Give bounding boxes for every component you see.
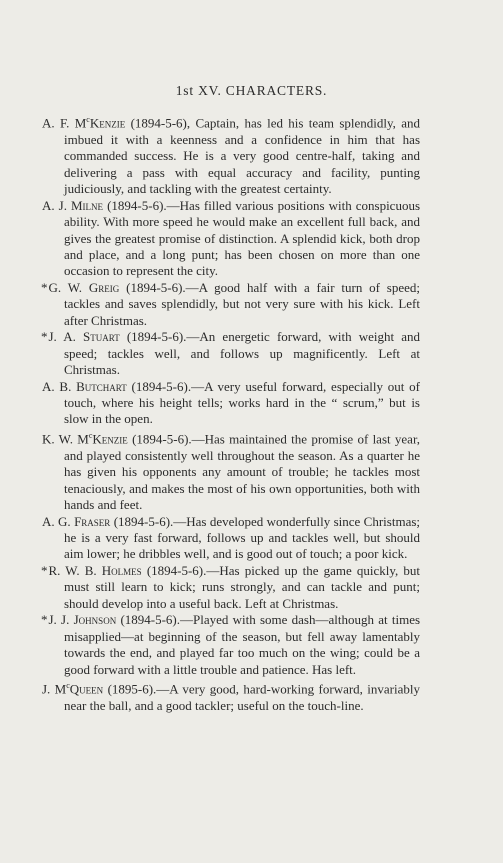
name-prefix-superscript: c	[86, 115, 90, 124]
character-entry	[41, 562, 421, 612]
character-entry	[42, 428, 420, 514]
player-surname: Fraser	[74, 513, 111, 529]
character-description: (1894-5-6).—Played with some dash—although at times misapplied—at beginning of the season, but fell away lamentably towards the end, and played far too much on the wing; could be a good forward with a little trouble and patience. Has left.	[64, 612, 421, 677]
player-initials: G. W.	[48, 279, 83, 295]
player-initials: K. W. M	[42, 431, 89, 447]
name-prefix-superscript: c	[66, 681, 70, 691]
character-description: (1894-5-6).—Has maintained the promise of last year, and played consistently well throughout the season. As a quarter he has given his opponents any amount of trouble; he tackles most tenaciously, and makes the most of his own opportunities, both with hands and feet.	[64, 431, 420, 513]
player-initials: A. G.	[42, 513, 71, 529]
player-initials: J. J.	[48, 612, 70, 628]
player-surname: Kenzie	[89, 115, 126, 131]
player-initials: J. M	[42, 681, 67, 697]
character-entry	[41, 612, 421, 678]
departed-marker: *	[41, 279, 48, 295]
character-entry	[41, 329, 421, 378]
departed-marker: *	[41, 612, 48, 628]
character-entry	[42, 197, 421, 280]
player-initials: A. B.	[42, 378, 72, 394]
player-surname: Kenzie	[92, 431, 128, 447]
player-surname: Greig	[88, 279, 120, 295]
character-entry	[42, 513, 421, 563]
character-description: (1894-5-6).—A good half with a fair turn of speed; tackles and saves splendidly, but not very sure with his kick. Left after Christmas.	[64, 279, 421, 328]
page-title: 1st XV. CHARACTERS.	[175, 83, 328, 98]
player-surname: Stuart	[83, 329, 120, 345]
character-description: (1894-5-6), Captain, has led his team splendidly, and imbued it with a keenness and a confidence in him that has commanded success. He is a very good centre-half, taking and delivering a pass with equal accuracy and facility, punting judiciously, and tackling with the greatest certainty.	[64, 115, 421, 197]
name-prefix-superscript: c	[88, 430, 93, 440]
character-description: (1894-5-6).—A very useful forward, especially out of touch, where his height tells; works hard in the “ scrum,” but is slow in the open.	[64, 378, 421, 427]
character-description: (1894-5-6).—Has filled various positions with conspicuous ability. With more speed he would make an excellent full back, and gives the greatest promise of distinction. A splendid kick, both drop and place, and a long punt; has been chosen on more than one occasion to represent the city.	[64, 197, 421, 279]
player-surname: Butchart	[76, 378, 127, 394]
player-initials: R. W. B.	[48, 562, 97, 578]
character-description: (1894-5-6).—Has developed wonderfully since Christmas; he is a very fast forward, follows up and tackles well, but should aim lower; he dribbles well, and is good out of touch; a poor kick.	[64, 513, 421, 562]
player-initials: J. A.	[48, 329, 76, 345]
player-initials: A. F. M	[42, 115, 87, 131]
character-entry	[42, 378, 421, 428]
player-surname: Milne	[71, 197, 104, 213]
player-surname: Johnson	[73, 612, 117, 628]
player-surname: Holmes	[101, 562, 142, 578]
departed-marker: *	[41, 562, 48, 578]
character-description: (1894-5-6).—Has picked up the game quickly, but must still learn to kick; runs strongly, and can tackle and punt; should develop into a useful back. Left at Christmas.	[64, 562, 421, 611]
character-entry	[41, 279, 421, 329]
character-entries	[41, 112, 421, 714]
player-initials: A. J.	[42, 197, 67, 213]
character-entry	[42, 678, 420, 714]
departed-marker: *	[41, 329, 48, 345]
character-description: (1894-5-6).—An energetic forward, with weight and speed; tackles well, and follows up magnificently. Left at Christmas.	[64, 329, 421, 378]
character-entry	[42, 112, 421, 198]
player-surname: Queen	[69, 681, 104, 697]
character-description: (1895-6).—A very good, hard-working forward, invariably near the ball, and a good tackler; useful on the touch-line.	[64, 681, 420, 713]
